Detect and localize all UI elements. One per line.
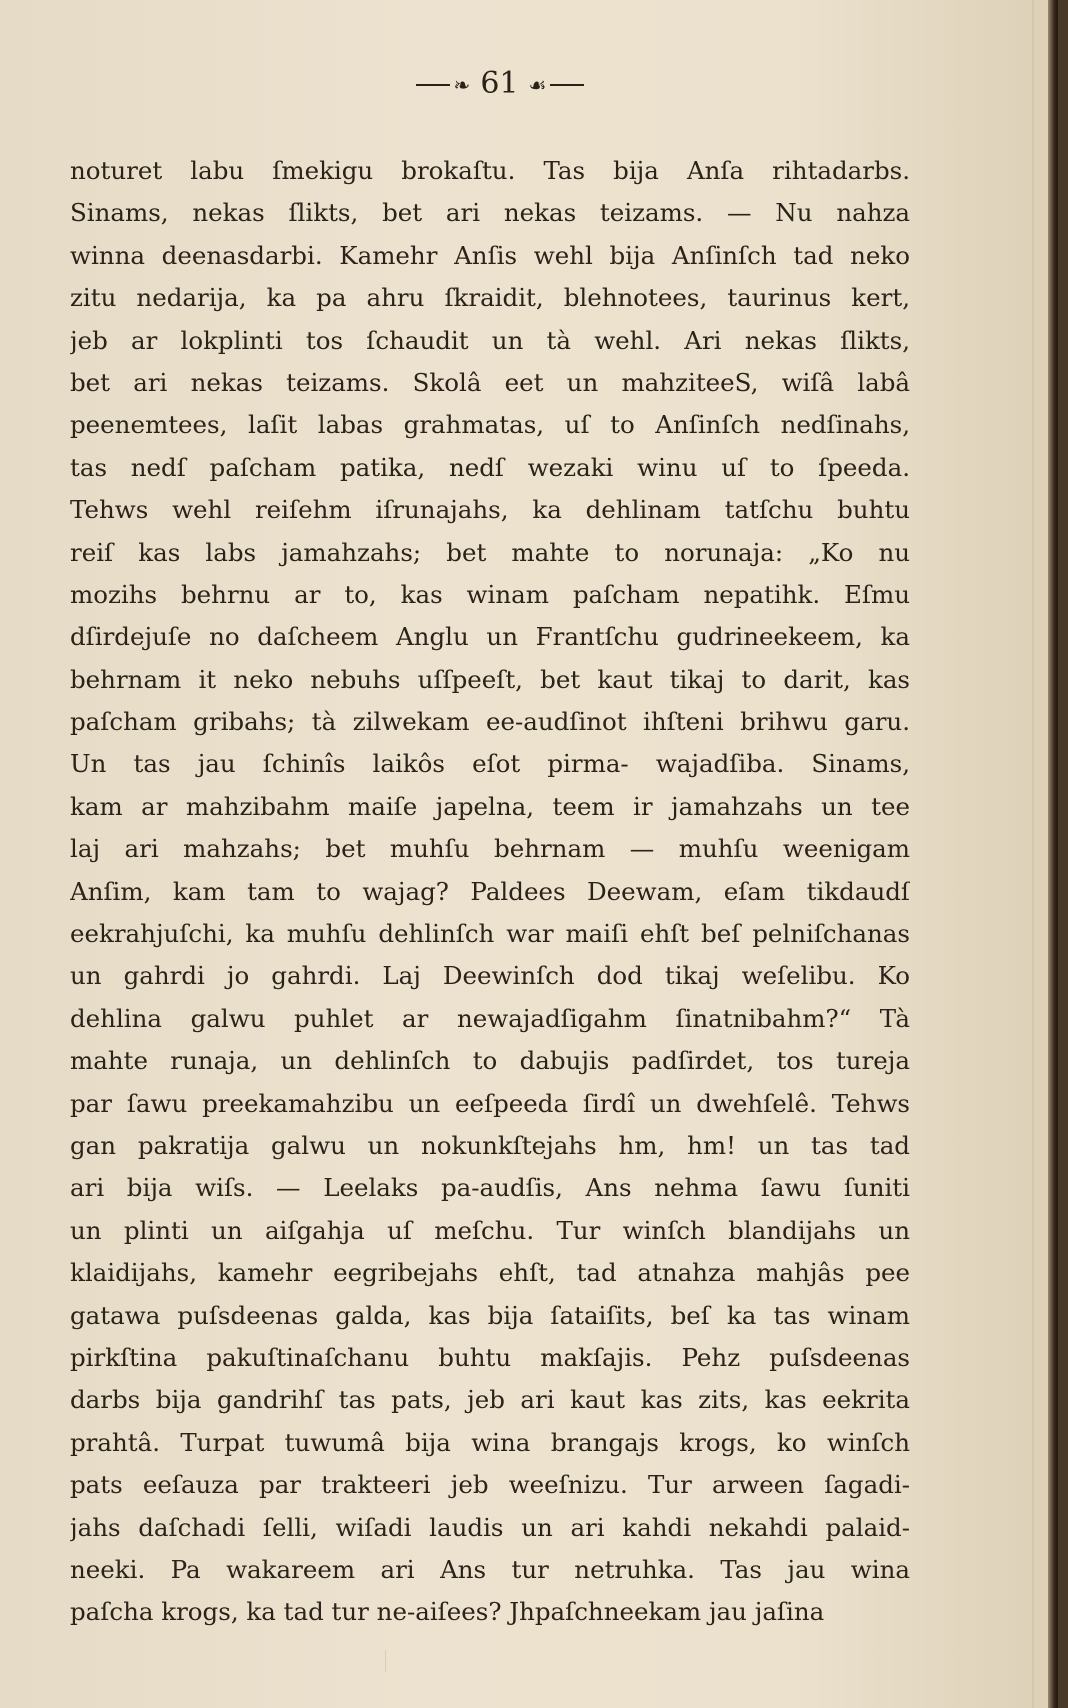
text-line: prahtâ. Turpat tuwumâ bija wina brangajs krogs, ko winſch	[70, 1427, 910, 1457]
text-line: noturet labu ſmekigu brokaſtu. Tas bija Anſa rihtadarbs.	[70, 156, 910, 185]
text-line: behrnam it neko nebuhs uſſpeeſt, bet kaut tikaj to darit, kas	[70, 664, 910, 694]
book-binding-edge	[1048, 0, 1058, 1708]
text-line: Un tas jau ſchinîs laikôs eſot pirma- wajadſiba. Sinams,	[70, 749, 910, 779]
text-line: klaidijahs, kamehr eegribejahs ehſt, tad atnahza mahjâs pee	[70, 1258, 910, 1288]
text-line: Sinams, nekas ſlikts, bet ari nekas teizams. — Nu nahza	[70, 198, 910, 228]
text-line: gatawa puſsdeenas galda, kas bija ſataiſits, beſ ka tas winam	[70, 1300, 910, 1330]
text-line: reiſ kas labs jamahzahs; bet mahte to norunaja: „Ko nu	[70, 537, 910, 567]
paper-mark	[385, 1650, 392, 1672]
text-line: pats eeſauza par trakteeri jeb weeſnizu. Tur arween ſagadi-	[70, 1470, 910, 1500]
text-line: paſcha krogs, ka tad tur ne-aiſees? Jhpaſchneekam jau jaſina	[70, 1597, 825, 1627]
header-ornament-left: ❧	[453, 73, 471, 97]
header-rule-left	[416, 84, 450, 86]
text-line: un gahrdi jo gahrdi. Laj Deewinſch dod tikaj weſelibu. Ko	[70, 961, 910, 991]
page-crease	[1032, 0, 1034, 1708]
text-line: un plinti un aiſgahja uſ meſchu. Tur winſch blandijahs un	[70, 1215, 910, 1245]
text-line: eekrahjuſchi, ka muhſu dehlinſch war maiſi ehſt beſ pelniſchanas	[70, 919, 910, 949]
page-number: 61	[480, 66, 519, 101]
body-text	[70, 150, 910, 1634]
text-line: gan pakratija galwu un nokunkſtejahs hm, hm! un tas tad	[70, 1130, 910, 1160]
text-line: mozihs behrnu ar to, kas winam paſcham nepatihk. Eſmu	[70, 579, 910, 609]
text-line: winna deenasdarbi. Kamehr Anſis wehl bija Anſinſch tad neko	[70, 240, 910, 270]
text-line: kam ar mahzibahm maiſe japelna, teem ir jamahzahs un tee	[70, 791, 910, 821]
text-line: par ſawu preekamahzibu un eeſpeeda ſirdî un dwehſelê. Tehws	[70, 1088, 910, 1118]
text-line: Tehws wehl reiſehm iſrunajahs, ka dehlinam tatſchu buhtu	[70, 495, 910, 525]
text-line: ari bija wiſs. — Leelaks pa-audſis, Ans nehma ſawu ſuniti	[70, 1173, 910, 1203]
text-line: peenemtees, laſit labas grahmatas, uſ to Anſinſch nedſinahs,	[70, 410, 910, 440]
page-header	[0, 66, 1000, 103]
text-line: jahs daſchadi ſelli, wiſadi laudis un ari kahdi nekahdi palaid-	[70, 1512, 910, 1542]
text-line: dſirdejuſe no daſcheem Anglu un Frantſchu gudrineekeem, ka	[70, 622, 910, 652]
text-line: jeb ar lokplinti tos ſchaudit un tà wehl. Ari nekas ſlikts,	[70, 325, 910, 355]
text-line: mahte runaja, un dehlinſch to dabujis padſirdet, tos tureja	[70, 1046, 910, 1076]
text-line: bet ari nekas teizams. Skolâ eet un mahziteeS, wiſâ labâ	[70, 367, 910, 397]
text-line: paſcham gribahs; tà zilwekam ee-audſinot ihſteni brihwu garu.	[70, 707, 910, 737]
text-line: pirkſtina pakuſtinaſchanu buhtu makſajis. Pehz puſsdeenas	[70, 1342, 910, 1372]
header-rule-right	[550, 84, 584, 86]
text-line: Anſim, kam tam to wajag? Paldees Deewam, eſam tikdaudſ	[70, 876, 910, 906]
text-line: dehlina galwu puhlet ar newajadſigahm ſinatnibahm?“ Tà	[70, 1003, 910, 1033]
text-line: tas nedſ paſcham patika, nedſ wezaki winu uſ to ſpeeda.	[70, 452, 910, 482]
text-line: zitu nedarija, ka pa ahru ſkraidit, blehnotees, taurinus kert,	[70, 283, 910, 313]
text-line: laj ari mahzahs; bet muhſu behrnam — muhſu weenigam	[70, 834, 910, 864]
text-line: darbs bija gandrihſ tas pats, jeb ari kaut kas zits, kas eekrita	[70, 1385, 910, 1415]
header-ornament-right: ☙	[528, 73, 547, 97]
text-line: neeki. Pa wakareem ari Ans tur netruhka. Tas jau wina	[70, 1554, 910, 1584]
